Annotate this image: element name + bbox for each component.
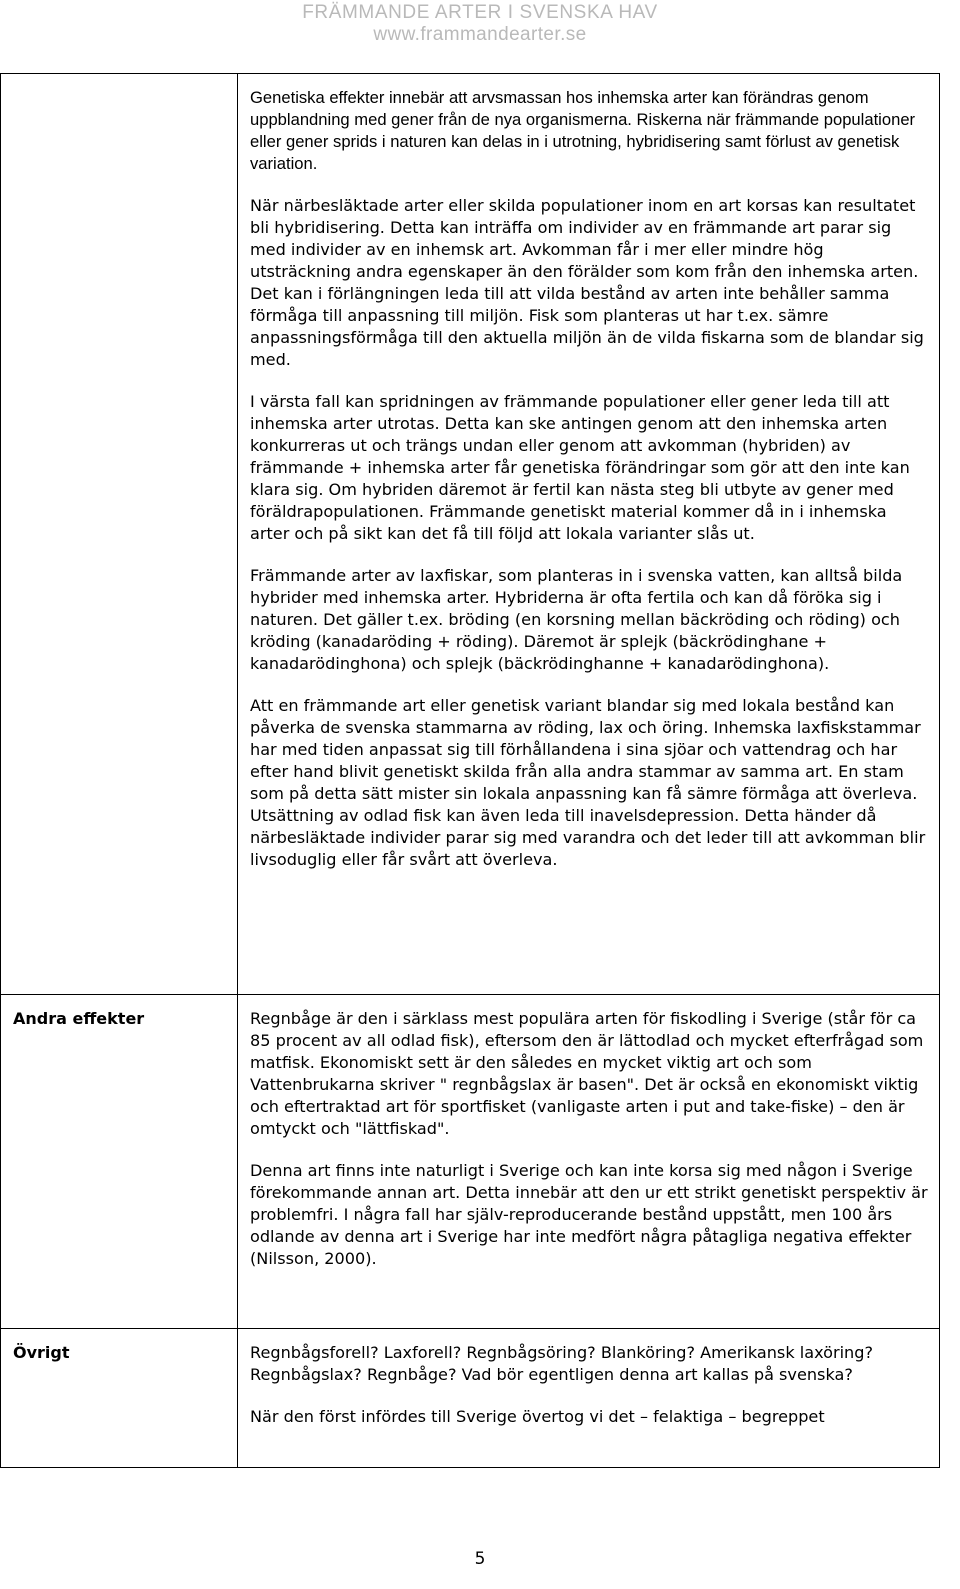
- row-content-cell: [238, 1329, 940, 1468]
- paragraph: I värsta fall kan spridningen av främmande populationer eller gener leda till att inhemska arter utrotas. Detta kan ske antingen genom att den inhemska arten konkurreras ut och trängs undan eller genom att avkomman (hybriden) av främmande + inhemska arter får genetiska förändringar som gör att den inte kan klara sig. Om hybriden däremot är fertil kan nästa steg bli utbyte av gener med föräldrapopulationen. Främmande genetiskt material kommer då in i inhemska arter och på sikt kan det få till följd att lokala varianter slås ut.: [250, 392, 910, 543]
- table-row: [1, 1329, 940, 1468]
- paragraph: Att en främmande art eller genetisk variant blandar sig med lokala bestånd kan påverka de svenska stammarna av röding, lax och öring. Inhemska laxfiskstammar har med tiden anpassat sig till förhållandena i sina sjöar och vattendrag och har efter hand blivit genetiskt skilda från alla andra stammar av samma art. En stam som på detta sätt mister sin lokala anpassning kan få sämre förmåga att överleva. Utsättning av odlad fisk kan även leda till inavelsdepression. Detta händer då närbesläktade individer parar sig med varandra och det leder till att avkomman blir livsoduglig eller får svårt att överleva.: [250, 696, 926, 869]
- content-table: [0, 73, 940, 1468]
- header-title: FRÄMMANDE ARTER I SVENSKA HAV: [302, 2, 658, 23]
- paragraph: Regnbågsforell? Laxforell? Regnbågsöring? Blanköring? Amerikansk laxöring? Regnbågslax? Regnbåge? Vad bör egentligen denna art kallas på svenska?: [250, 1343, 874, 1384]
- header-url: www.frammandearter.se: [373, 24, 587, 45]
- paragraph: Denna art finns inte naturligt i Sverige och kan inte korsa sig med någon i Sverige förekommande annan art. Detta innebär att den ur ett strikt genetiskt perspektiv är problemfri. I några fall har själv-reproducerande bestånd uppstått, men 100 års odlande av denna art i Sverige har inte medfört några påtagliga negativa effekter (Nilsson, 2000).: [250, 1161, 928, 1268]
- table-row: [1, 74, 940, 995]
- paragraph: Genetiska effekter innebär att arvsmassan hos inhemska arter kan förändras genom uppblandning med gener från de nya organismerna. Riskerna när främmande populationer eller gener sprids i naturen kan delas in i utrotning, hybridisering samt förlust av genetisk variation.: [250, 88, 916, 173]
- row-label-cell: [1, 74, 238, 995]
- row-label: [1, 74, 237, 88]
- paragraph: När den först infördes till Sverige övertog vi det – felaktiga – begreppet: [250, 1407, 825, 1426]
- row-label-cell: [1, 995, 238, 1329]
- row-label-ovrigt: Övrigt: [13, 1343, 70, 1362]
- paragraph: Regnbåge är den i särklass mest populära arten för fiskodling i Sverige (står för ca 85 procent av all odlad fisk), eftersom den är lättodlad och mycket efterfrågad som matfisk. Ekonomiskt sett är den således en mycket viktig art och som Vattenbrukarna skriver " regnbågslax är basen". Det är också en ekonomiskt viktig och eftertraktad art för sportfisket (vanligaste arten i put and take-fiske) – den är omtyckt och "lättfiskad".: [250, 1009, 924, 1138]
- row-content-cell: [238, 74, 940, 995]
- row-content-cell: [238, 995, 940, 1329]
- table-row: [1, 995, 940, 1329]
- paragraph: När närbesläktade arter eller skilda populationer inom en art korsas kan resultatet bli hybridisering. Detta kan inträffa om individer av en främmande art parar sig med individer av en inhemsk art. Avkomman får i mer eller mindre hög utsträckning andra egenskaper än den förälder som kom från den inhemska arten. Det kan i förlängningen leda till att vilda bestånd av arten inte behåller samma förmåga till anpassning till miljön. Fisk som planteras ut har t.ex. sämre anpassningsförmåga till den aktuella miljön än de vilda fiskarna som de blandar sig med.: [250, 196, 924, 369]
- page-header: [0, 0, 960, 46]
- paragraph: Främmande arter av laxfiskar, som planteras in i svenska vatten, kan alltså bilda hybrider med inhemska arter. Hybriderna är ofta fertila och kan då föröka sig i naturen. Det gäller t.ex. bröding (en korsning mellan bäckröding och röding) och kröding (kanadaröding + röding). Däremot är splejk (bäckrödinghane + kanadarödinghona) och splejk (bäckrödinghanne + kanadarödinghona).: [250, 566, 903, 673]
- page-number: 5: [474, 1549, 486, 1569]
- row-label-andra-effekter: Andra effekter: [13, 1009, 145, 1028]
- row-label-cell: [1, 1329, 238, 1468]
